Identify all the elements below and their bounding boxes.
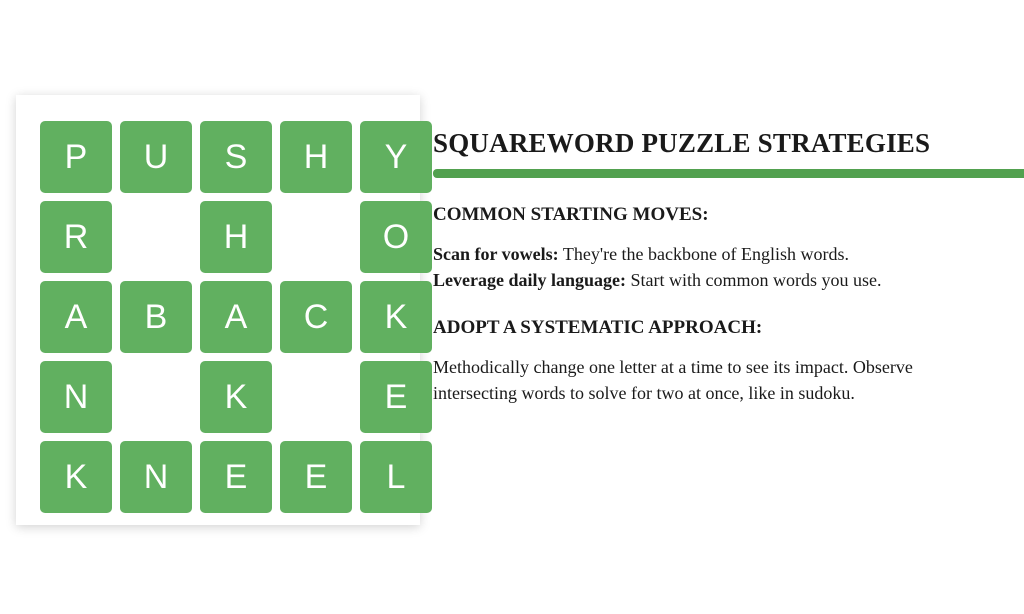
grid-cell-r1c2[interactable] — [116, 117, 196, 197]
grid-cell-r3c1[interactable] — [36, 277, 116, 357]
empty-tile — [120, 361, 192, 433]
empty-tile — [120, 201, 192, 273]
tip-one-text: They're the backbone of English words. — [558, 244, 850, 264]
grid-cell-r4c2[interactable] — [116, 357, 196, 437]
section-heading-starting-moves: COMMON STARTING MOVES: — [433, 204, 709, 225]
grid-cell-r5c5[interactable] — [356, 437, 436, 517]
strategies-panel — [433, 128, 1024, 406]
puzzle-card — [16, 95, 420, 525]
grid-cell-r4c1[interactable] — [36, 357, 116, 437]
letter-tile: S — [200, 121, 272, 193]
letter-tile: P — [40, 121, 112, 193]
grid-cell-r3c2[interactable] — [116, 277, 196, 357]
grid-cell-r4c4[interactable] — [276, 357, 356, 437]
empty-tile — [280, 361, 352, 433]
letter-tile: L — [360, 441, 432, 513]
letter-tile: N — [120, 441, 192, 513]
tip-two-lead: Leverage daily language: — [433, 269, 626, 290]
letter-tile: K — [200, 361, 272, 433]
grid-cell-r5c4[interactable] — [276, 437, 356, 517]
grid-cell-r5c3[interactable] — [196, 437, 276, 517]
letter-tile: N — [40, 361, 112, 433]
grid-cell-r5c2[interactable] — [116, 437, 196, 517]
letter-tile: U — [120, 121, 192, 193]
section-heading-systematic-approach: ADOPT A SYSTEMATIC APPROACH: — [433, 317, 763, 339]
empty-tile — [280, 201, 352, 273]
letter-tile: H — [200, 201, 272, 273]
grid-cell-r1c1[interactable] — [36, 117, 116, 197]
letter-tile: C — [280, 281, 352, 353]
grid-cell-r4c5[interactable] — [356, 357, 436, 437]
grid-cell-r2c2[interactable] — [116, 197, 196, 277]
letter-tile: H — [280, 121, 352, 193]
letter-tile: E — [280, 441, 352, 513]
tip-two-text: Start with common words you use. — [625, 269, 882, 290]
starting-moves-tips — [433, 242, 1024, 293]
letter-tile: O — [360, 201, 432, 273]
title-underline-rule — [433, 169, 1024, 178]
tip-one-lead: Scan for vowels: — [433, 244, 559, 264]
letter-tile: A — [200, 281, 272, 353]
grid-cell-r2c3[interactable] — [196, 197, 276, 277]
letter-tile: E — [360, 361, 432, 433]
grid-cell-r3c3[interactable] — [196, 277, 276, 357]
squareword-grid[interactable] — [36, 117, 436, 517]
grid-cell-r4c3[interactable] — [196, 357, 276, 437]
page-title: SQUAREWORD PUZZLE STRATEGIES — [433, 128, 931, 158]
grid-cell-r2c4[interactable] — [276, 197, 356, 277]
grid-cell-r5c1[interactable] — [36, 437, 116, 517]
grid-cell-r3c4[interactable] — [276, 277, 356, 357]
letter-tile: Y — [360, 121, 432, 193]
letter-tile: A — [40, 281, 112, 353]
grid-cell-r1c4[interactable] — [276, 117, 356, 197]
letter-tile: B — [120, 281, 192, 353]
systematic-approach-body: Methodically change one letter at a time to see its impact. Observe intersecting words to solve for two at once, like in sudoku. — [433, 357, 913, 403]
letter-tile: K — [360, 281, 432, 353]
grid-cell-r2c5[interactable] — [356, 197, 436, 277]
grid-cell-r2c1[interactable] — [36, 197, 116, 277]
grid-cell-r1c5[interactable] — [356, 117, 436, 197]
letter-tile: E — [200, 441, 272, 513]
grid-cell-r1c3[interactable] — [196, 117, 276, 197]
grid-cell-r3c5[interactable] — [356, 277, 436, 357]
letter-tile: R — [40, 201, 112, 273]
letter-tile: K — [40, 441, 112, 513]
